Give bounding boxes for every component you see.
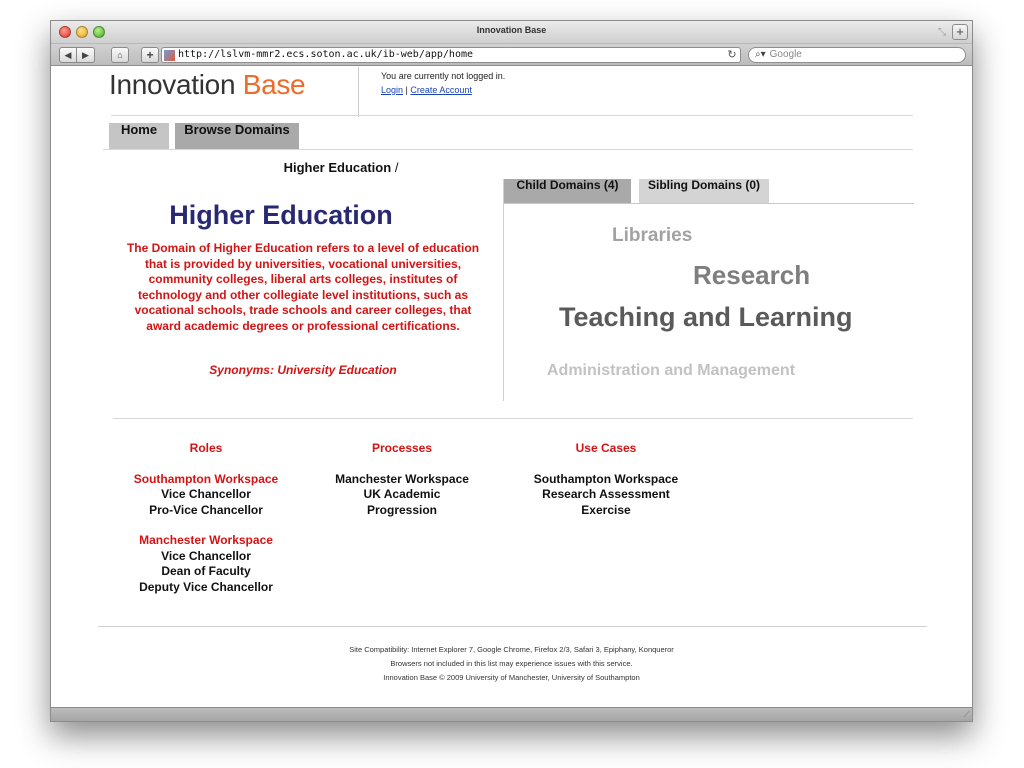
site-favicon-icon xyxy=(164,50,175,61)
header-divider xyxy=(358,67,359,117)
section-rule xyxy=(113,418,913,419)
tabs-rule xyxy=(504,203,914,204)
create-account-link[interactable]: Create Account xyxy=(410,85,472,95)
column-divider xyxy=(503,179,504,401)
tab-sibling-domains[interactable]: Sibling Domains (0) xyxy=(639,179,769,203)
role-item[interactable]: Vice Chancellor xyxy=(161,548,251,563)
login-link[interactable]: Login xyxy=(381,85,404,95)
footer-copyright: Innovation Base © 2009 University of Manchester, University of Southampton xyxy=(383,673,640,682)
fullscreen-icon[interactable]: ⤡ xyxy=(938,26,946,38)
history-buttons xyxy=(59,47,95,63)
search-field[interactable] xyxy=(748,47,966,63)
child-domain-link[interactable]: Teaching and Learning xyxy=(559,302,853,332)
link-separator: | xyxy=(405,85,408,95)
workspace-title[interactable]: Manchester Workspace xyxy=(139,533,273,547)
reload-icon[interactable]: ↻ xyxy=(727,48,737,61)
title-bar xyxy=(51,21,972,44)
use-case-item[interactable]: Research Assessment Exercise xyxy=(542,487,670,517)
back-button[interactable] xyxy=(59,47,77,63)
logo-text: Innovation xyxy=(109,69,243,100)
role-item[interactable]: Dean of Faculty xyxy=(161,564,251,578)
search-icon: ⌕▾ xyxy=(755,49,766,60)
logo-accent-text: Base xyxy=(242,69,306,100)
titlebar-right-controls xyxy=(938,24,968,40)
roles-column xyxy=(111,441,301,595)
page-title: Higher Education xyxy=(169,200,393,230)
site-logo[interactable] xyxy=(109,69,305,101)
window-title: Innovation Base xyxy=(476,25,547,35)
nav-tab-browse-domains[interactable]: Browse Domains xyxy=(175,123,299,149)
footer-browser-note: Browsers not included in this list may experience issues with this service. xyxy=(390,659,633,668)
new-tab-button[interactable]: + xyxy=(952,24,968,40)
footer-rule xyxy=(98,626,927,627)
footer xyxy=(51,643,972,685)
home-icon: ⌂ xyxy=(117,50,123,60)
processes-column xyxy=(307,441,497,518)
resize-grip-icon[interactable]: ⟋ xyxy=(963,709,970,719)
search-placeholder: Google xyxy=(769,49,802,60)
login-links xyxy=(381,83,505,97)
child-domain-link[interactable]: Libraries xyxy=(612,225,693,246)
group-spacer xyxy=(111,518,301,533)
add-bookmark-button[interactable] xyxy=(141,47,159,63)
child-domain-link[interactable]: Administration and Management xyxy=(547,362,796,379)
roles-heading: Roles xyxy=(189,441,223,455)
home-button[interactable] xyxy=(111,47,129,63)
nav-tab-home[interactable]: Home xyxy=(109,123,169,149)
forward-arrow-icon: ▶ xyxy=(82,49,89,60)
child-domain-link[interactable]: Research xyxy=(693,260,811,290)
domain-synonyms: Synonyms: University Education xyxy=(209,363,397,377)
processes-heading: Processes xyxy=(371,441,433,455)
use-cases-column xyxy=(511,441,701,518)
role-item[interactable]: Deputy Vice Chancellor xyxy=(139,579,273,594)
footer-compatibility: Site Compatibility: Internet Explorer 7, Google Chrome, Firefox 2/3, Safari 3, Epiphany, Konqueror xyxy=(349,645,674,654)
nav-rule xyxy=(103,149,913,150)
page-content xyxy=(51,67,972,707)
breadcrumb xyxy=(51,160,631,175)
back-arrow-icon: ◀ xyxy=(64,49,72,60)
url-text[interactable]: http://lslvm-mmr2.ecs.soton.ac.uk/ib-web/app/home xyxy=(178,49,474,60)
workspace-title[interactable]: Southampton Workspace xyxy=(533,471,679,486)
process-item[interactable]: UK Academic Progression xyxy=(363,487,441,517)
plus-icon: + xyxy=(146,48,154,62)
address-bar[interactable] xyxy=(161,47,741,63)
role-item[interactable]: Vice Chancellor xyxy=(161,487,251,501)
login-status: You are currently not logged in. xyxy=(381,71,506,81)
breadcrumb-separator: / xyxy=(394,160,399,175)
workspace-title[interactable]: Manchester Workspace xyxy=(335,471,469,486)
role-item[interactable]: Pro-Vice Chancellor xyxy=(149,502,263,517)
browser-window xyxy=(50,20,973,722)
use-cases-heading: Use Cases xyxy=(575,441,637,455)
forward-button[interactable] xyxy=(77,47,95,63)
header-rule xyxy=(111,115,913,116)
breadcrumb-current[interactable]: Higher Education xyxy=(283,160,392,175)
domain-description: The Domain of Higher Education refers to a level of education that is provided by universities, vocational universities, community colleges, liberal arts colleges, institutes of technology and other collegiate level institutions, such as vocational schools, trade schools and career colleges, that award academic degrees or professional certifications. xyxy=(126,241,480,333)
browser-toolbar xyxy=(51,44,972,66)
status-bar xyxy=(51,707,972,721)
login-panel xyxy=(381,69,505,97)
workspace-title[interactable]: Southampton Workspace xyxy=(133,471,279,486)
tab-child-domains[interactable]: Child Domains (4) xyxy=(504,179,631,203)
